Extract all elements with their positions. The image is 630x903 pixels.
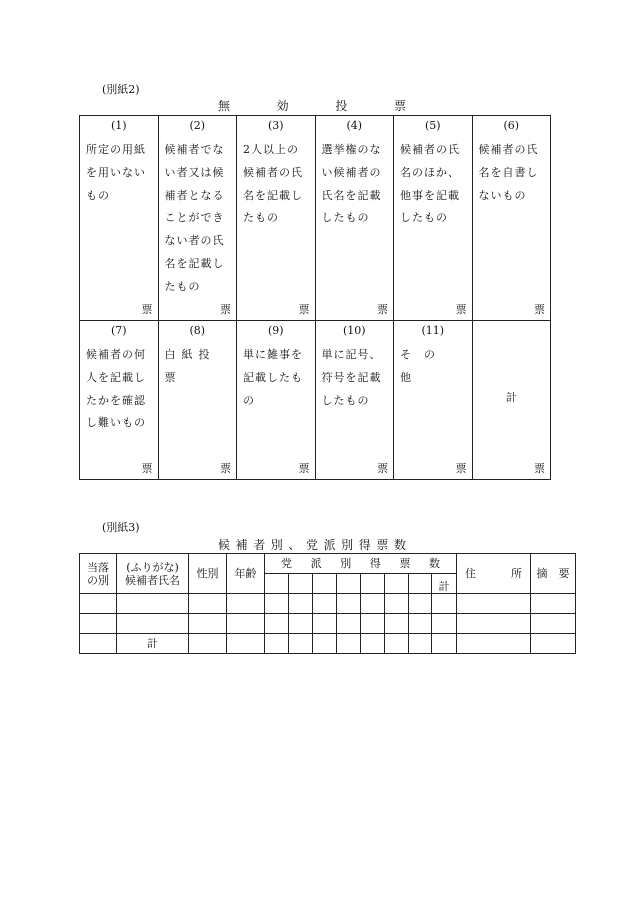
invalid-cell-6: (6) 候補者の氏名を自書しないもの 票 — [472, 116, 551, 321]
party-col — [313, 574, 337, 594]
title-char: 無 — [218, 99, 231, 113]
invalid-cell-4: (4) 選挙権のない候補者の氏名を記載したもの 票 — [315, 116, 394, 321]
section2-title — [218, 99, 406, 113]
title-char: 派 — [323, 538, 336, 552]
invalid-cell-7: (7) 候補者の何人を記載したかを確認し難いもの 票 — [80, 321, 159, 480]
invalid-cell-10: (10) 単に記号、符号を記載したもの 票 — [315, 321, 394, 480]
section2-label: (別紙2) — [102, 83, 140, 96]
header-party-votes: 党 派 別 得 票 数 — [265, 554, 457, 574]
total-row — [80, 634, 576, 654]
invalid-cell-8: (8) 白紙投票 票 — [158, 321, 237, 480]
section3-title — [218, 538, 406, 552]
title-char: 別 — [341, 538, 354, 552]
title-char: 数 — [393, 538, 406, 552]
invalid-votes-table — [79, 115, 551, 480]
header-address: 住 所 — [457, 554, 531, 594]
party-col — [337, 574, 361, 594]
title-char: 補 — [235, 538, 248, 552]
party-col — [289, 574, 313, 594]
party-col — [409, 574, 432, 594]
title-char: 票 — [393, 99, 406, 113]
title-char: 効 — [276, 99, 289, 113]
section3-label: (別紙3) — [102, 521, 140, 534]
header-remarks: 摘 要 — [531, 554, 576, 594]
invalid-cell-3: (3) 2人以上の候補者の氏名を記載したもの 票 — [237, 116, 316, 321]
invalid-cell-9: (9) 単に雑事を記載したもの 票 — [237, 321, 316, 480]
party-col — [265, 574, 289, 594]
table-row — [80, 614, 576, 634]
party-total-header: 計 — [432, 574, 457, 594]
total-row-label: 計 — [117, 634, 189, 654]
header-age: 年齢 — [227, 554, 265, 594]
title-char: 候 — [218, 538, 231, 552]
candidate-votes-table — [79, 553, 576, 654]
invalid-cell-11: (11) その他 票 — [394, 321, 473, 480]
header-toraku: 当落 の別 — [80, 554, 117, 594]
header-candidate-name: (ふりがな) 候補者氏名 — [117, 554, 189, 594]
title-char: 党 — [305, 538, 318, 552]
party-col — [361, 574, 385, 594]
title-char: 者 — [253, 538, 266, 552]
invalid-cell-2: (2) 候補者でない者又は候補者となることができない者の氏名を記載したもの 票 — [158, 116, 237, 321]
invalid-cell-5: (5) 候補者の氏名のほか、他事を記載したもの 票 — [394, 116, 473, 321]
title-char: 得 — [358, 538, 371, 552]
title-char: 、 — [288, 538, 301, 552]
title-char: 投 — [335, 99, 348, 113]
header-sex: 性別 — [189, 554, 227, 594]
invalid-cell-1: (1) 所定の用紙を用いないもの 票 — [80, 116, 159, 321]
title-char: 票 — [376, 538, 389, 552]
title-char: 別 — [270, 538, 283, 552]
table-row — [80, 594, 576, 614]
invalid-total-cell: 計 票 — [472, 321, 551, 480]
party-col — [385, 574, 409, 594]
